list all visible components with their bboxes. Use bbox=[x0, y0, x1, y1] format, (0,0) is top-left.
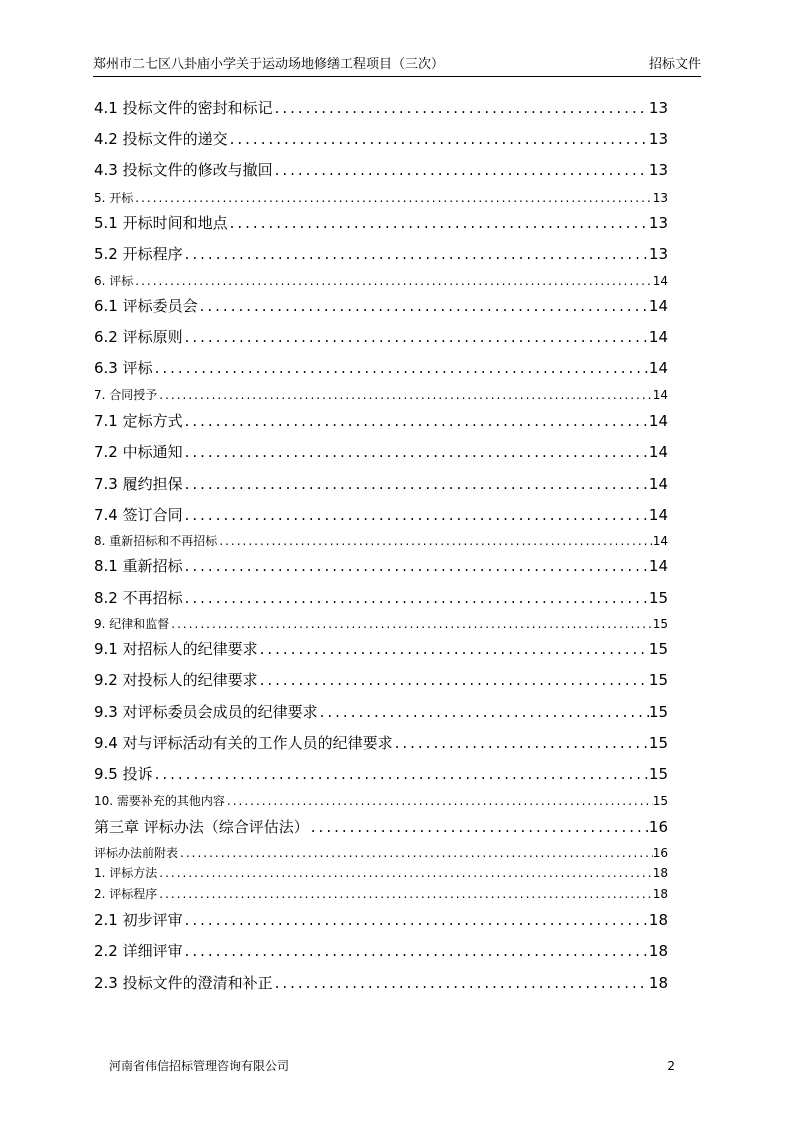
toc-entry[interactable] bbox=[94, 908, 668, 932]
toc-leader bbox=[258, 637, 649, 661]
toc-entry-title: 6.3 评标 bbox=[94, 359, 153, 377]
toc-leader bbox=[198, 294, 649, 318]
toc-entry-title: 9. 纪律和监督 bbox=[94, 617, 170, 631]
toc-entry[interactable] bbox=[94, 971, 668, 995]
toc-entry-page: 18 bbox=[648, 911, 668, 929]
toc-entry[interactable] bbox=[94, 554, 668, 578]
toc-entry-title: 第三章 评标办法（综合评估法） bbox=[94, 818, 309, 836]
toc-leader bbox=[183, 242, 649, 266]
toc-entry-page: 13 bbox=[648, 245, 668, 263]
toc-entry-page: 16 bbox=[648, 818, 668, 836]
toc-entry-title: 7.4 签订合同 bbox=[94, 506, 183, 524]
toc-entry[interactable] bbox=[94, 242, 668, 266]
toc-entry[interactable] bbox=[94, 700, 668, 724]
toc-entry-page: 13 bbox=[648, 161, 668, 179]
toc-entry[interactable] bbox=[94, 815, 668, 839]
toc-entry-page: 15 bbox=[648, 734, 668, 752]
toc-leader bbox=[183, 503, 649, 527]
toc-entry-title: 1. 评标方法 bbox=[94, 866, 158, 880]
page-header bbox=[93, 56, 701, 77]
toc-entry-page: 18 bbox=[648, 974, 668, 992]
toc-entry-page: 14 bbox=[648, 506, 668, 524]
toc-entry-title: 6.1 评标委员会 bbox=[94, 297, 198, 315]
toc-entry-title: 2. 评标程序 bbox=[94, 887, 158, 901]
toc-leader bbox=[153, 356, 649, 380]
toc-entry-page: 14 bbox=[648, 412, 668, 430]
toc-entry-title: 7.1 定标方式 bbox=[94, 412, 183, 430]
toc-entry[interactable] bbox=[94, 844, 668, 862]
toc-leader bbox=[183, 472, 649, 496]
toc-entry[interactable] bbox=[94, 792, 668, 810]
toc-entry[interactable] bbox=[94, 409, 668, 433]
toc-entry[interactable] bbox=[94, 211, 668, 235]
toc-entry-title: 10. 需要补充的其他内容 bbox=[94, 794, 225, 808]
toc-entry-page: 16 bbox=[652, 846, 668, 860]
toc-entry[interactable] bbox=[94, 864, 668, 882]
toc-leader bbox=[183, 325, 649, 349]
toc-entry[interactable] bbox=[94, 586, 668, 610]
toc-entry-page: 14 bbox=[652, 274, 668, 288]
toc-entry[interactable] bbox=[94, 503, 668, 527]
toc-leader bbox=[393, 731, 649, 755]
toc-entry-title: 9.4 对与评标活动有关的工作人员的纪律要求 bbox=[94, 734, 393, 752]
toc-entry[interactable] bbox=[94, 294, 668, 318]
toc-leader bbox=[178, 844, 653, 862]
toc-entry-page: 15 bbox=[652, 794, 668, 808]
toc-entry-page: 18 bbox=[648, 942, 668, 960]
toc-entry-title: 2.1 初步评审 bbox=[94, 911, 183, 929]
toc-entry[interactable] bbox=[94, 615, 668, 633]
toc-entry-title: 8.1 重新招标 bbox=[94, 557, 183, 575]
toc-entry-page: 13 bbox=[648, 214, 668, 232]
header-project-title: 郑州市二七区八卦庙小学关于运动场地修缮工程项目（三次） bbox=[93, 57, 445, 72]
toc-entry[interactable] bbox=[94, 127, 668, 151]
toc-entry-title: 评标办法前附表 bbox=[94, 846, 179, 860]
toc-entry-page: 15 bbox=[652, 617, 668, 631]
toc-entry[interactable] bbox=[94, 637, 668, 661]
toc-entry-page: 14 bbox=[652, 388, 668, 402]
toc-entry-page: 15 bbox=[648, 671, 668, 689]
toc-entry-page: 18 bbox=[652, 866, 668, 880]
toc-entry[interactable] bbox=[94, 762, 668, 786]
toc-entry-title: 7. 合同授予 bbox=[94, 388, 158, 402]
toc-entry-page: 13 bbox=[648, 130, 668, 148]
toc-entry[interactable] bbox=[94, 668, 668, 692]
toc-entry-title: 9.5 投诉 bbox=[94, 765, 153, 783]
toc-leader bbox=[157, 386, 652, 404]
toc-leader bbox=[157, 885, 652, 903]
toc-entry[interactable] bbox=[94, 532, 668, 550]
toc-entry[interactable] bbox=[94, 386, 668, 404]
toc-entry[interactable] bbox=[94, 440, 668, 464]
toc-entry[interactable] bbox=[94, 325, 668, 349]
toc-entry-page: 18 bbox=[652, 887, 668, 901]
toc-leader bbox=[318, 700, 649, 724]
toc-entry-page: 13 bbox=[652, 191, 668, 205]
toc-leader bbox=[153, 762, 649, 786]
toc-leader bbox=[183, 939, 649, 963]
toc-entry-page: 13 bbox=[648, 99, 668, 117]
toc-entry-title: 8.2 不再招标 bbox=[94, 589, 183, 607]
toc-leader bbox=[217, 532, 652, 550]
toc-entry-title: 9.2 对投标人的纪律要求 bbox=[94, 671, 258, 689]
footer-page-number: 2 bbox=[667, 1059, 675, 1073]
toc-leader bbox=[273, 96, 649, 120]
toc-leader bbox=[228, 211, 649, 235]
toc-entry-title: 5. 开标 bbox=[94, 191, 134, 205]
toc-leader bbox=[133, 189, 652, 207]
toc-entry-title: 8. 重新招标和不再招标 bbox=[94, 534, 218, 548]
toc-leader bbox=[183, 908, 649, 932]
toc-leader bbox=[258, 668, 649, 692]
toc-entry[interactable] bbox=[94, 472, 668, 496]
toc-entry-page: 14 bbox=[648, 443, 668, 461]
toc-entry-title: 4.1 投标文件的密封和标记 bbox=[94, 99, 273, 117]
toc-entry-page: 14 bbox=[648, 297, 668, 315]
toc-entry[interactable] bbox=[94, 272, 668, 290]
toc-leader bbox=[225, 792, 653, 810]
toc-leader bbox=[183, 586, 649, 610]
toc-entry-title: 2.3 投标文件的澄清和补正 bbox=[94, 974, 273, 992]
toc-entry-page: 15 bbox=[648, 640, 668, 658]
toc-entry-page: 15 bbox=[648, 765, 668, 783]
toc-entry-title: 2.2 详细评审 bbox=[94, 942, 183, 960]
toc-entry-page: 15 bbox=[648, 703, 668, 721]
toc-leader bbox=[157, 864, 652, 882]
toc-entry-title: 5.2 开标程序 bbox=[94, 245, 183, 263]
toc-entry-title: 5.1 开标时间和地点 bbox=[94, 214, 228, 232]
toc-leader bbox=[273, 971, 649, 995]
toc-entry-page: 14 bbox=[652, 534, 668, 548]
toc-leader bbox=[183, 440, 649, 464]
toc-entry[interactable] bbox=[94, 96, 668, 120]
toc-entry[interactable] bbox=[94, 731, 668, 755]
toc-entry-title: 6.2 评标原则 bbox=[94, 328, 183, 346]
toc-leader bbox=[183, 554, 649, 578]
toc-entry-page: 14 bbox=[648, 475, 668, 493]
toc-leader bbox=[169, 615, 652, 633]
toc-entry-page: 14 bbox=[648, 557, 668, 575]
toc-leader bbox=[133, 272, 652, 290]
toc-entry-title: 7.3 履约担保 bbox=[94, 475, 183, 493]
footer-company: 河南省伟信招标管理咨询有限公司 bbox=[109, 1059, 290, 1073]
toc-entry[interactable] bbox=[94, 189, 668, 207]
toc-leader bbox=[309, 815, 649, 839]
toc-entry[interactable] bbox=[94, 356, 668, 380]
toc-entry-title: 4.2 投标文件的递交 bbox=[94, 130, 228, 148]
toc-entry-page: 14 bbox=[648, 328, 668, 346]
toc-entry[interactable] bbox=[94, 885, 668, 903]
toc-leader bbox=[273, 158, 649, 182]
header-doc-type: 招标文件 bbox=[648, 57, 701, 72]
toc-entry-page: 15 bbox=[648, 589, 668, 607]
toc-entry-title: 7.2 中标通知 bbox=[94, 443, 183, 461]
toc-entry-title: 6. 评标 bbox=[94, 274, 134, 288]
toc-entry-title: 4.3 投标文件的修改与撤回 bbox=[94, 161, 273, 179]
toc-entry-title: 9.3 对评标委员会成员的纪律要求 bbox=[94, 703, 318, 721]
toc-entry[interactable] bbox=[94, 158, 668, 182]
toc-leader bbox=[183, 409, 649, 433]
toc-entry-page: 14 bbox=[648, 359, 668, 377]
toc-entry[interactable] bbox=[94, 939, 668, 963]
toc-leader bbox=[228, 127, 649, 151]
toc-entry-title: 9.1 对招标人的纪律要求 bbox=[94, 640, 258, 658]
